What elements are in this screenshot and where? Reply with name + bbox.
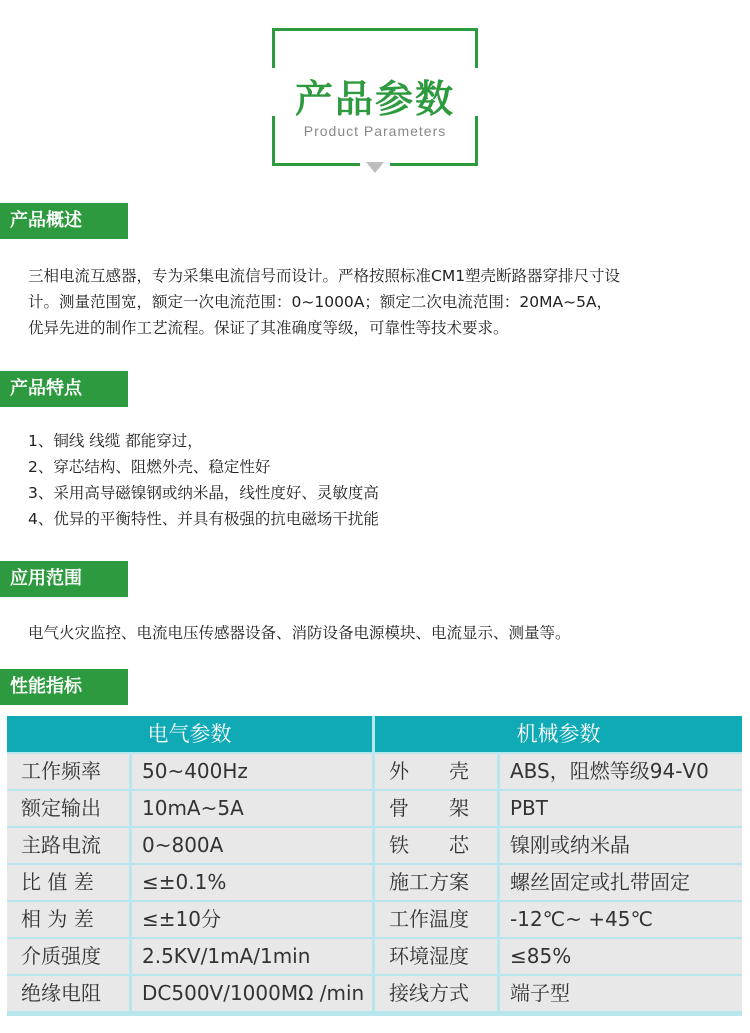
electrical-label: 介质强度 (7, 939, 129, 974)
electrical-label: 绝缘电阻 (7, 976, 129, 1011)
table-header-mechanical: 机械参数 (375, 716, 742, 752)
feature-item: 1、铜线 线缆 都能穿过， (28, 432, 203, 450)
table-header-electrical: 电气参数 (7, 716, 372, 752)
electrical-value: ≤±10分 (132, 902, 372, 937)
feature-item: 2、穿芯结构、阻燃外壳、稳定性好 (28, 458, 271, 476)
section-heading-performance: 性能指标 (0, 669, 128, 705)
feature-item: 4、优异的平衡特性、并具有极强的抗电磁场干扰能 (28, 510, 379, 528)
overview-text (28, 263, 728, 341)
feature-item: 3、采用高导磁镍钢或纳米晶，线性度好、灵敏度高 (28, 484, 379, 502)
mechanical-value: PBT (500, 791, 742, 826)
section-heading-features: 产品特点 (0, 371, 128, 407)
mechanical-label: 骨 架 (375, 791, 497, 826)
electrical-label: 额定输出 (7, 791, 129, 826)
mechanical-label: 铁 芯 (375, 828, 497, 863)
page-title: 产品参数 (294, 77, 455, 121)
mechanical-label: 工作温度 (375, 902, 497, 937)
overview-line: 三相电流互感器，专为采集电流信号而设计。严格按照标准CM1塑壳断路器穿排尺寸设 (28, 267, 621, 285)
electrical-label: 比 值 差 (7, 865, 129, 900)
electrical-label: 工作频率 (7, 754, 129, 789)
electrical-label: 主路电流 (7, 828, 129, 863)
mechanical-value: ≤85% (500, 939, 742, 974)
electrical-value: 10mA~5A (132, 791, 372, 826)
page-subtitle: Product Parameters (303, 123, 447, 139)
section-heading-overview: 产品概述 (0, 203, 128, 239)
application-text: 电气火灾监控、电流电压传感器设备、消防设备电源模块、电流显示、测量等。 (28, 624, 571, 642)
parameters-table (7, 716, 742, 1016)
electrical-value: 2.5KV/1mA/1min (132, 939, 372, 974)
title-frame-top (272, 28, 478, 68)
mechanical-value: 端子型 (500, 976, 742, 1011)
overview-line: 计。测量范围宽，额定一次电流范围：0~1000A；额定二次电流范围：20MA~5A， (28, 293, 613, 311)
electrical-value: DC500V/1000MΩ /min (132, 976, 372, 1011)
mechanical-label: 施工方案 (375, 865, 497, 900)
section-heading-application: 应用范围 (0, 561, 128, 597)
mechanical-value: ABS，阻燃等级94-V0 (500, 754, 742, 789)
page-title-block (272, 28, 478, 166)
down-arrow-icon (366, 162, 384, 173)
electrical-value: 0~800A (132, 828, 372, 863)
mechanical-value: -12℃~ +45℃ (500, 902, 742, 937)
electrical-value: ≤±0.1% (132, 865, 372, 900)
features-list (28, 428, 728, 532)
electrical-value: 50~400Hz (132, 754, 372, 789)
overview-line: 优异先进的制作工艺流程。保证了其准确度等级，可靠性等技术要求。 (28, 319, 509, 337)
mechanical-label: 接线方式 (375, 976, 497, 1011)
mechanical-label: 外 壳 (375, 754, 497, 789)
mechanical-value: 螺丝固定或扎带固定 (500, 865, 742, 900)
mechanical-label: 环境湿度 (375, 939, 497, 974)
mechanical-value: 镍刚或纳米晶 (500, 828, 742, 863)
electrical-label: 相 为 差 (7, 902, 129, 937)
